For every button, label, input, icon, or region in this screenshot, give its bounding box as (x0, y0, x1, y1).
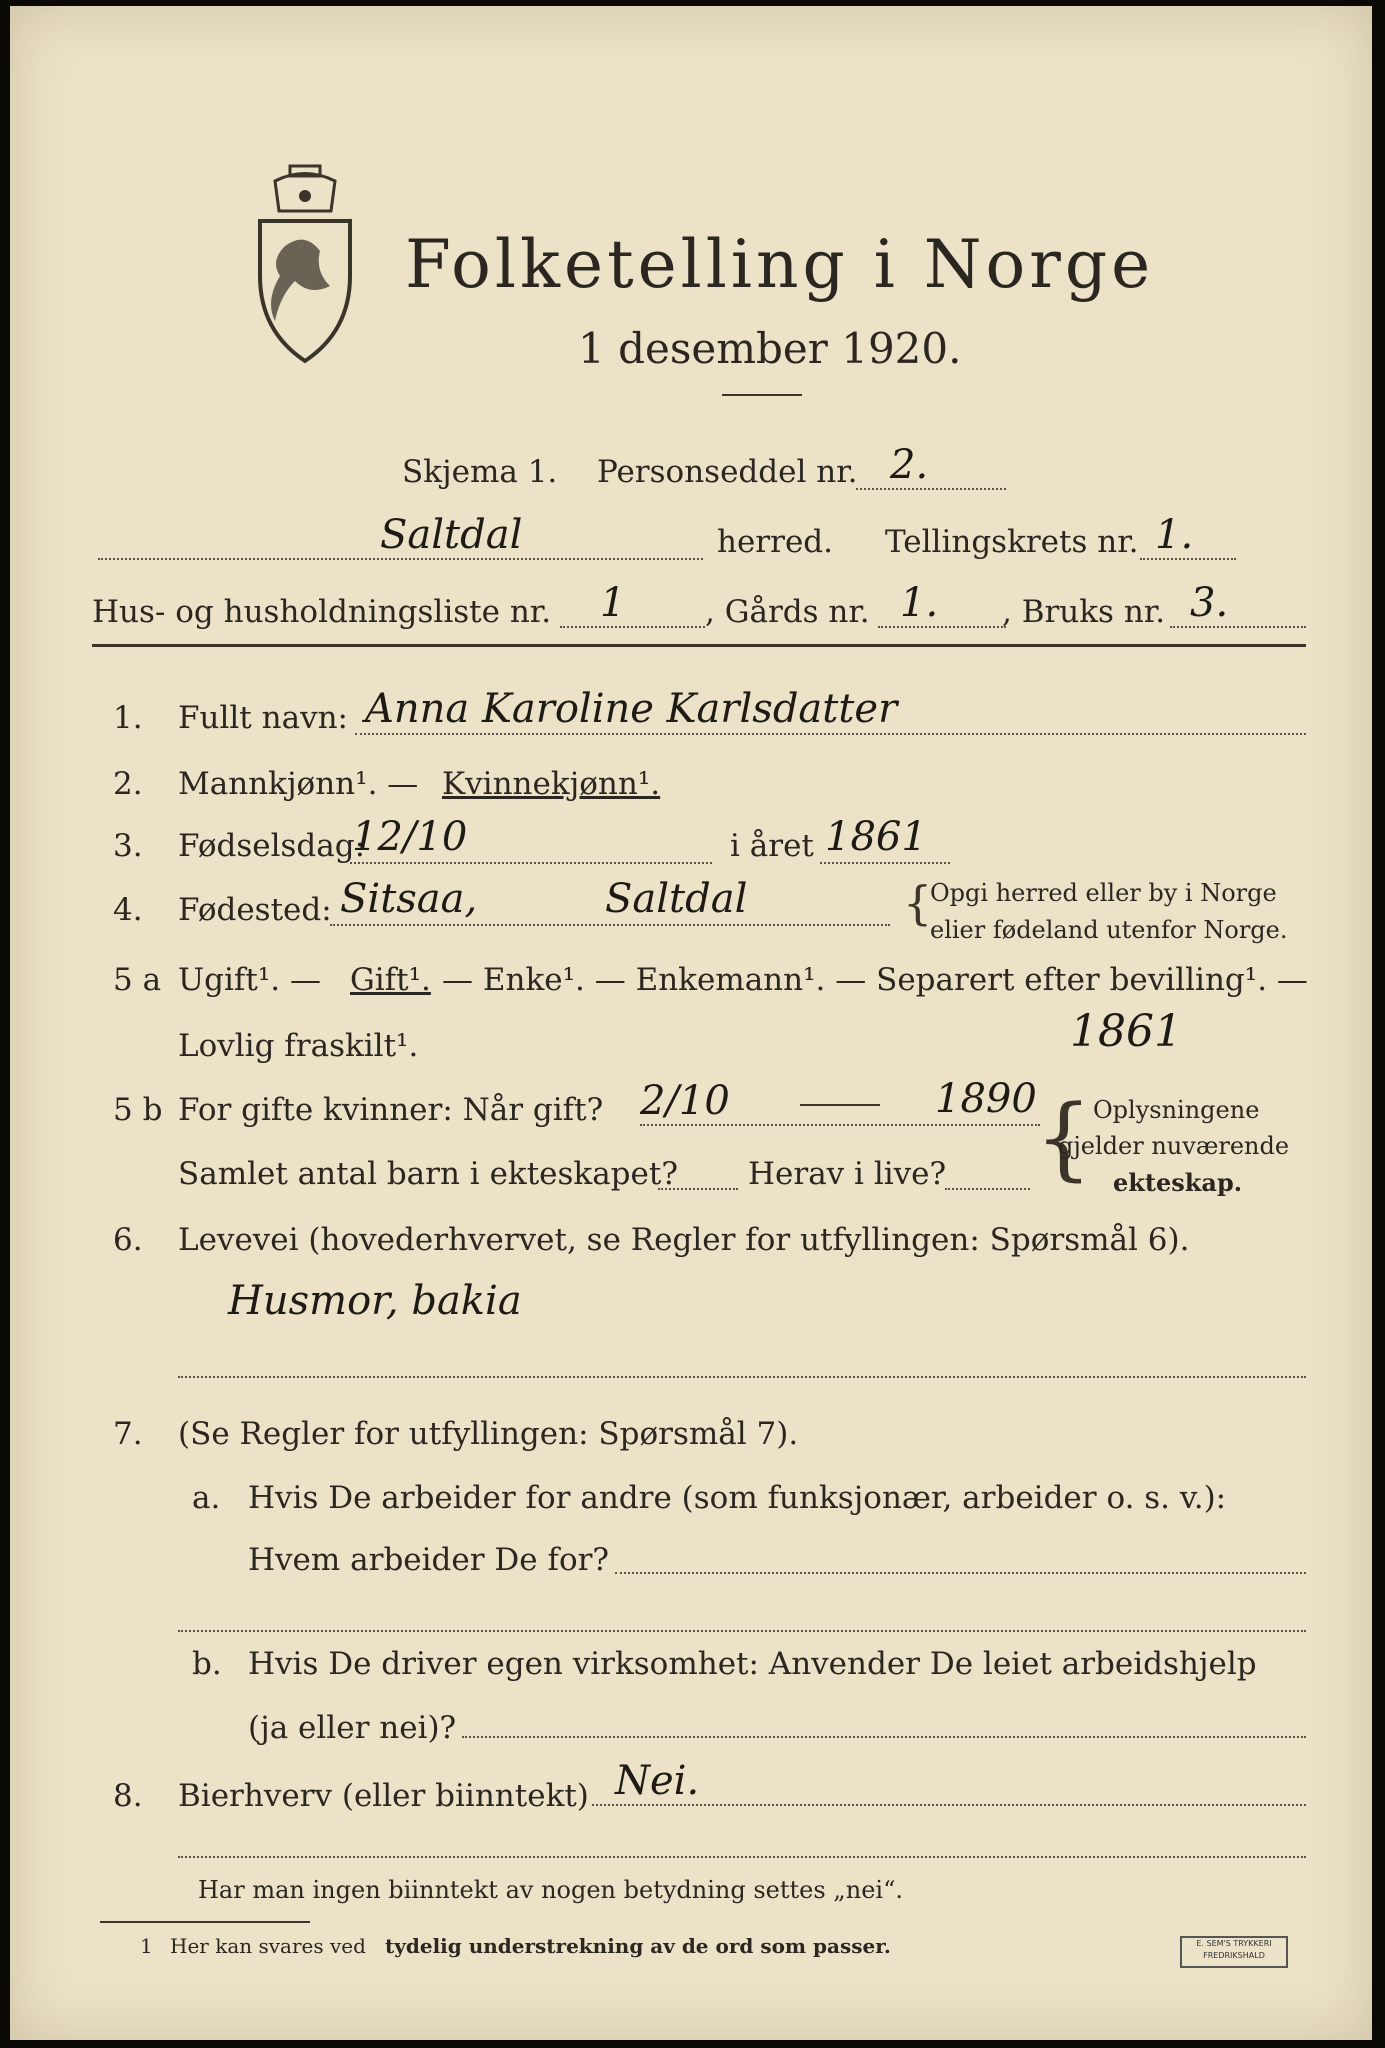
q5b-brace: { (1035, 1086, 1093, 1191)
q3-year-field[interactable] (820, 862, 950, 864)
q5a-rest: — Enke¹. — Enkemann¹. — Separert efter bevilling¹. — (442, 962, 1308, 998)
gards-label: , Gårds nr. (705, 594, 870, 630)
bruks-value: 3. (1190, 580, 1229, 626)
skjema-label: Skjema 1. (402, 454, 558, 490)
q5b-note-line3: ekteskap. (1113, 1168, 1243, 1197)
title-divider (722, 394, 802, 396)
q5a-number: 5 a (113, 962, 162, 998)
norway-coat-of-arms-icon (245, 156, 365, 366)
header-rule (92, 644, 1306, 647)
q7b-field[interactable] (462, 1736, 1306, 1738)
q5b-number: 5 b (113, 1092, 163, 1128)
q7-label: (Se Regler for utfyllingen: Spørsmål 7). (178, 1416, 799, 1452)
q3-field[interactable] (350, 862, 712, 864)
q6-field-line1[interactable] (178, 1322, 1306, 1324)
q5b-children-field[interactable] (658, 1188, 738, 1190)
tellingskrets-value: 1. (1155, 512, 1194, 558)
q8-label: Bierhverv (eller biinntekt) (178, 1778, 589, 1814)
q5b-field[interactable] (640, 1124, 1040, 1126)
footnote-text-bold: tydelig understrekning av de ord som passer. (385, 1934, 891, 1958)
hus-field[interactable] (560, 626, 705, 628)
q4-value-place: Sitsaa, (340, 876, 478, 922)
q4-label: Fødested: (178, 892, 332, 928)
tellingskrets-label: Tellingskrets nr. (885, 524, 1139, 560)
q3-label: Fødselsdag: (178, 828, 366, 864)
q2-number: 2. (113, 766, 143, 802)
q4-note-line1: Opgi herred eller by i Norge (930, 879, 1277, 907)
q7a-letter: a. (192, 1480, 221, 1516)
footnote-rule (100, 1921, 310, 1923)
q4-brace: { (903, 876, 933, 930)
herred-label: herred. (717, 524, 833, 560)
q4-number: 4. (113, 892, 143, 928)
q8-field[interactable] (592, 1804, 1306, 1806)
q6-number: 6. (113, 1222, 143, 1258)
census-form-page (10, 6, 1372, 2040)
q5b-alive-field[interactable] (945, 1188, 1030, 1190)
q8-value: Nei. (615, 1758, 700, 1804)
q8-field-extra[interactable] (178, 1856, 1306, 1858)
bruks-label: , Bruks nr. (1002, 594, 1166, 630)
q5b-dash (800, 1104, 880, 1106)
q5a-gift: Gift¹. (350, 962, 431, 998)
q5a-margin-note: 1861 (1070, 1006, 1182, 1057)
q5b-line2-children: Samlet antal barn i ekteskapet? (178, 1156, 678, 1192)
herred-field[interactable] (98, 558, 703, 560)
q4-field[interactable] (330, 924, 890, 926)
personseddel-value: 2. (890, 442, 929, 488)
q7a-text: Hvis De arbeider for andre (som funksjonær, arbeider o. s. v.): (248, 1480, 1227, 1516)
q5a-line2: Lovlig fraskilt¹. (178, 1028, 419, 1064)
q7-number: 7. (113, 1416, 143, 1452)
q7b-line2: (ja eller nei)? (248, 1710, 457, 1746)
q8-number: 8. (113, 1778, 143, 1814)
q1-field[interactable] (355, 733, 1306, 735)
q5b-value-date: 2/10 (640, 1078, 730, 1124)
tellingskrets-field[interactable] (1140, 558, 1236, 560)
gards-field[interactable] (878, 626, 1006, 628)
q7a-field[interactable] (615, 1572, 1306, 1574)
footnote-mark: 1 (140, 1934, 153, 1958)
q4-note-line2: elier fødeland utenfor Norge. (930, 916, 1288, 944)
q5a-ugift: Ugift¹. — (178, 962, 321, 998)
q6-label: Levevei (hovederhvervet, se Regler for utfyllingen: Spørsmål 6). (178, 1222, 1190, 1258)
q3-year-label: i året (730, 828, 814, 864)
q3-year-value: 1861 (825, 814, 927, 860)
gards-value: 1. (900, 580, 939, 626)
q6-field-line2[interactable] (178, 1376, 1306, 1378)
hus-value: 1 (600, 580, 626, 626)
form-date: 1 desember 1920. (578, 324, 962, 373)
q2-female: Kvinnekjønn¹. (442, 766, 661, 802)
q1-number: 1. (113, 700, 143, 736)
q3-number: 3. (113, 828, 143, 864)
q1-label: Fullt navn: (178, 700, 348, 736)
personseddel-field[interactable] (856, 488, 1006, 490)
q5b-line2-alive: Herav i live? (748, 1156, 947, 1192)
herred-value: Saltdal (380, 512, 523, 558)
q5b-note-line2: gjelder nuværende (1058, 1132, 1290, 1160)
printer-stamp: E. SEM'S TRYKKERI FREDRIKSHALD (1180, 1936, 1288, 1968)
q7a-line2: Hvem arbeider De for? (248, 1542, 610, 1578)
footnote-text-plain: Her kan svares ved (170, 1934, 366, 1958)
q1-value: Anna Karoline Karlsdatter (365, 686, 898, 732)
q4-value-herred: Saltdal (605, 876, 748, 922)
q7a-field-extra[interactable] (178, 1630, 1306, 1632)
bruks-field[interactable] (1170, 626, 1306, 628)
form-title: Folketelling i Norge (405, 226, 1155, 303)
q6-value: Husmor, bakia (228, 1278, 522, 1324)
q2-male: Mannkjønn¹. — (178, 766, 419, 802)
income-note: Har man ingen biinntekt av nogen betydning settes „nei“. (198, 1876, 903, 1904)
q5b-label: For gifte kvinner: Når gift? (178, 1092, 604, 1128)
q5b-note-line1: Oplysningene (1093, 1096, 1260, 1124)
q7b-text: Hvis De driver egen virksomhet: Anvender De leiet arbeidshjelp (248, 1646, 1257, 1682)
hus-label: Hus- og husholdningsliste nr. (92, 594, 552, 630)
q3-value: 12/10 (352, 814, 468, 860)
personseddel-label: Personseddel nr. (597, 454, 858, 490)
q7b-letter: b. (192, 1646, 222, 1682)
q5b-value-year: 1890 (935, 1076, 1037, 1122)
